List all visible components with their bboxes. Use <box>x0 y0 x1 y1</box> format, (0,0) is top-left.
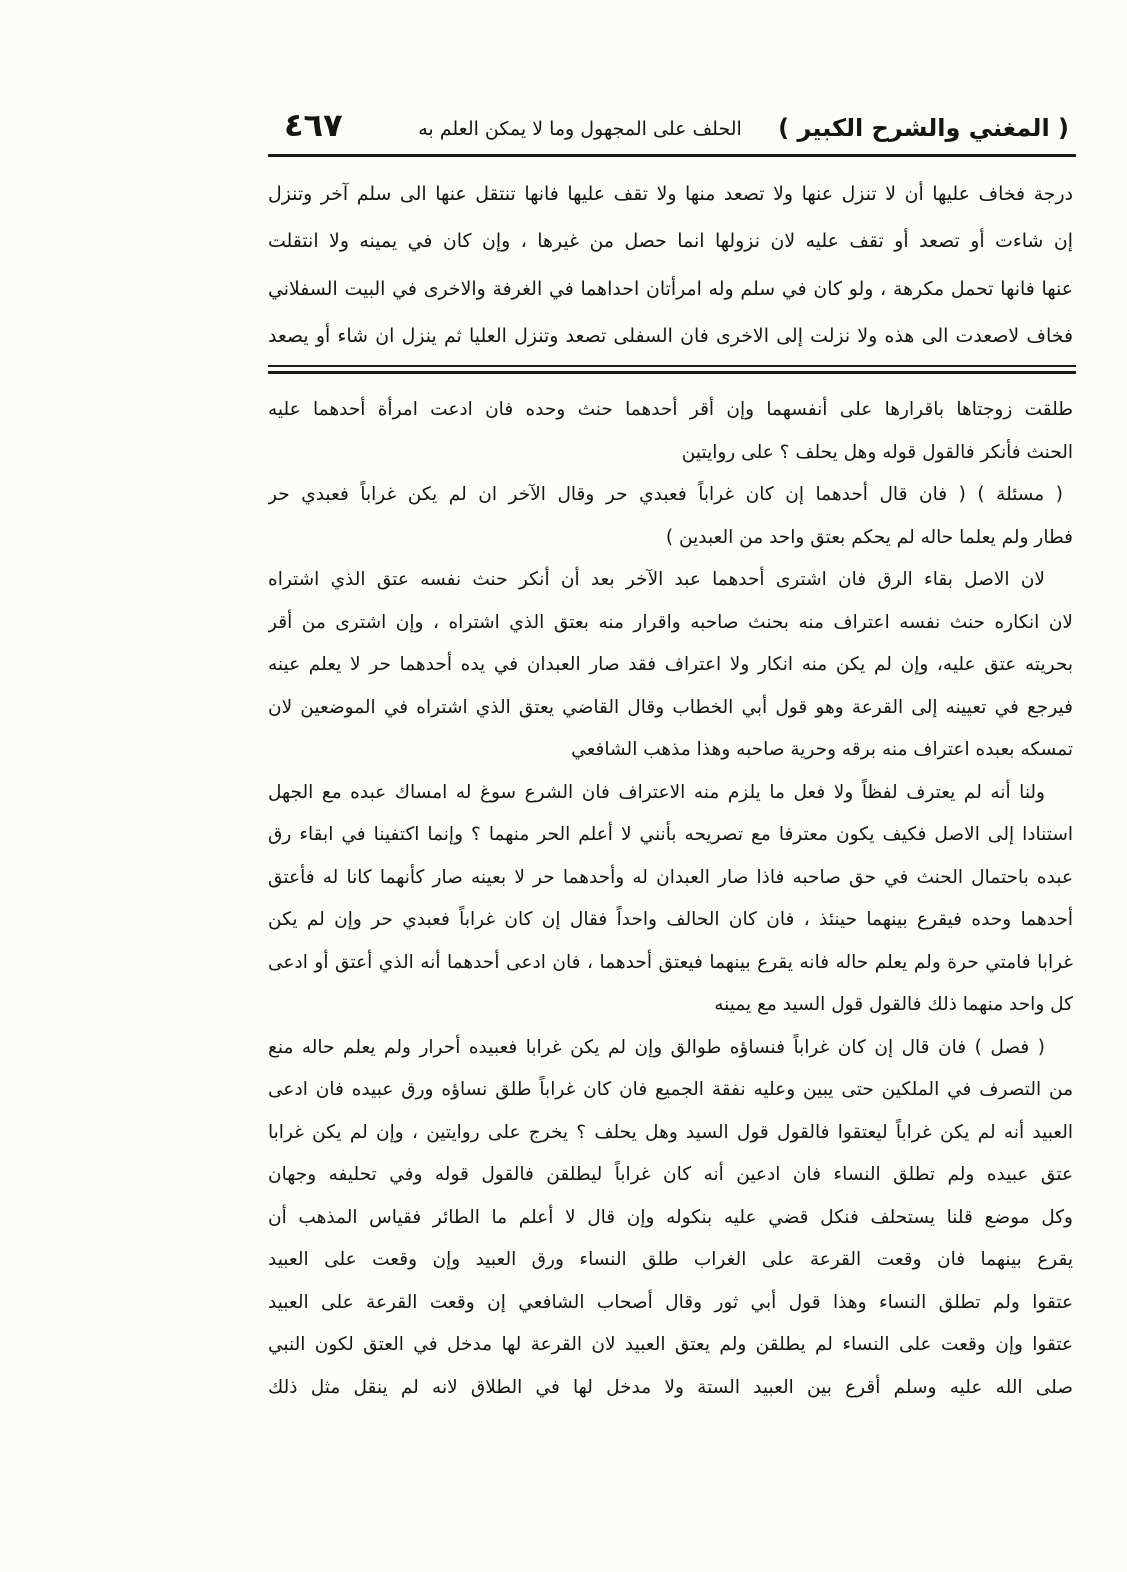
fasl-heading-line: ( فصل ) فان قال إن كان غراباً فنساؤه طوالق وإن لم يكن غرابا فعبيده أحرار ولم يعلم حاله منع <box>268 1036 1045 1058</box>
text-line: فخاف لاصعدت الى هذه ولا نزلت إلى الاخرى فان السفلى تصعد وتنزل العليا ثم ينزل ان شاء أو يصعد <box>268 324 1073 347</box>
section-divider-bottom <box>268 371 1076 374</box>
text-line: كل واحد منهما ذلك فالقول قول السيد مع يمينه <box>714 994 1073 1015</box>
text-line: غرابا فامتي حرة ولم يعلم حاله فانه يقرع بينهما فيعتق أحدهما ، فان ادعى أحدهما أنه الذي أعتق أو ادعى <box>268 951 1073 973</box>
chapter-title: الحلف على المجهول وما لا يمكن العلم به <box>418 118 742 140</box>
book-title: ( المغني والشرح الكبير ) <box>778 114 1069 142</box>
text-line: وكل موضع قلنا يستحلف فنكل قضي عليه بنكوله وإن قال لا أعلم ما الطائر فقياس المذهب أن <box>268 1206 1073 1228</box>
masala-heading-line: ( مسئلة ) ( فان قال أحدهما إن كان غراباً فعبدي حر وقال الآخر ان لم يكن غراباً فعبدي حر <box>268 484 1063 505</box>
text-line: الحنث فأنكر فالقول قوله وهل يحلف ؟ على روايتين <box>681 441 1073 463</box>
text-line: طلقت زوجتاها باقرارها على أنفسهما وإن أقر أحدهما حنث وحده فان ادعت امرأة أحدهما عليه <box>268 399 1073 420</box>
text-line: فطار ولم يعلما حاله لم يحكم بعتق واحد من العبدين ) <box>665 526 1073 548</box>
section-divider-top <box>268 365 1076 367</box>
paragraph-start-line: لان الاصل بقاء الرق فان اشترى أحدهما عبد الآخر بعد أن أنكر حنث نفسه عتق الذي اشتراه <box>268 569 1045 590</box>
text-line: استنادا إلى الاصل فكيف يكون معترفا مع تصريحه بأنني لا أعلم الحر منهما ؟ وإنما اكتفينا في ابقاء رق <box>268 824 1073 845</box>
text-line: فيرجع في تعيينه إلى القرعة وهو قول أبي الخطاب وقال القاضي يعتق الذي اشتراه في الموضعين لان <box>268 696 1073 718</box>
text-line: عبده باحتمال الحنث في حق صاحبه فاذا صار العبدان له وأحدهما حر لا بعينه صار كأنهما كانا له فأعتق <box>268 866 1073 888</box>
paragraph-start-line: ولنا أنه لم يعترف لفظاً ولا فعل ما يلزم منه الاعتراف فان الشرع سوغ له امساك عبده مع الجهل <box>268 781 1045 803</box>
header-rule <box>268 154 1076 157</box>
text-line: عتق عبيده ولم تطلق النساء فان ادعين أنه كان غراباً ليطلقن فالقول قوله وفي تحليفه وجهان <box>268 1164 1073 1185</box>
main-text-block <box>268 389 1073 1409</box>
text-line: عتقوا ولم تطلق النساء وهذا قول أبي ثور وقال أصحاب الشافعي إن وقعت القرعة على العبيد <box>268 1291 1073 1313</box>
text-line: صلى الله عليه وسلم أقرع بين العبيد الستة ولا مدخل لها في الطلاق لانه لم ينقل مثل ذلك <box>268 1376 1073 1398</box>
text-line: عتقوا وإن وقعت على النساء لم يطلقن ولم يعتق العبيد لان القرعة لها مدخل في العتق لكون النبي <box>268 1334 1073 1355</box>
text-line: يقرع بينهما فان وقعت القرعة على الغراب طلق النساء ورق العبيد وإن وقعت على العبيد <box>268 1249 1073 1270</box>
text-line: درجة فخاف عليها أن لا تنزل عنها ولا تصعد منها ولا تقف عليها فانها تنتقل عنها الى سلم آخر وتنزل <box>268 183 1073 205</box>
text-line: لان انكاره حنث نفسه اعتراف منه بحنث صاحبه واقرار منه بعتق الذي اشتراه ، وإن اشترى من أقر <box>268 611 1073 633</box>
text-line: أحدهما وحده فيقرع بينهما حينئذ ، فان كان الحالف واحداً فقال إن كان غراباً فعبدي حر وإن لم يكن <box>268 909 1073 930</box>
text-line: تمسكه بعبده اعتراف منه برقه وحرية صاحبه وهذا مذهب الشافعي <box>571 739 1073 760</box>
text-line: من التصرف في الملكين حتى يبين وعليه نفقة الجميع فان كان غراباً طلق نساؤه ورق عبيده فان ادعى <box>268 1079 1073 1100</box>
text-line: إن شاءت أو تصعد أو تقف عليه لان نزولها انما حصل من غيرها ، وإن كان في يمينه ولا انتقلت <box>268 230 1073 253</box>
text-line: العبيد أنه لم يكن غراباً ليعتقوا فالقول قول السيد وهل يحلف ؟ يخرج على روايتين ، وإن لم يكن غرابا <box>268 1121 1073 1143</box>
commentary-block <box>268 171 1073 360</box>
text-line: عنها فانها تحمل مكرهة ، ولو كان في سلم وله امرأتان احداهما في الغرفة والاخرى في البيت السفلاني <box>268 277 1073 300</box>
page-number: ٤٦٧ <box>284 106 343 144</box>
text-line: بحريته عتق عليه، وإن لم يكن منه انكار ولا اعتراف فقد صار العبدان في يده أحدهما حر لا يعلم عينه <box>268 654 1073 675</box>
